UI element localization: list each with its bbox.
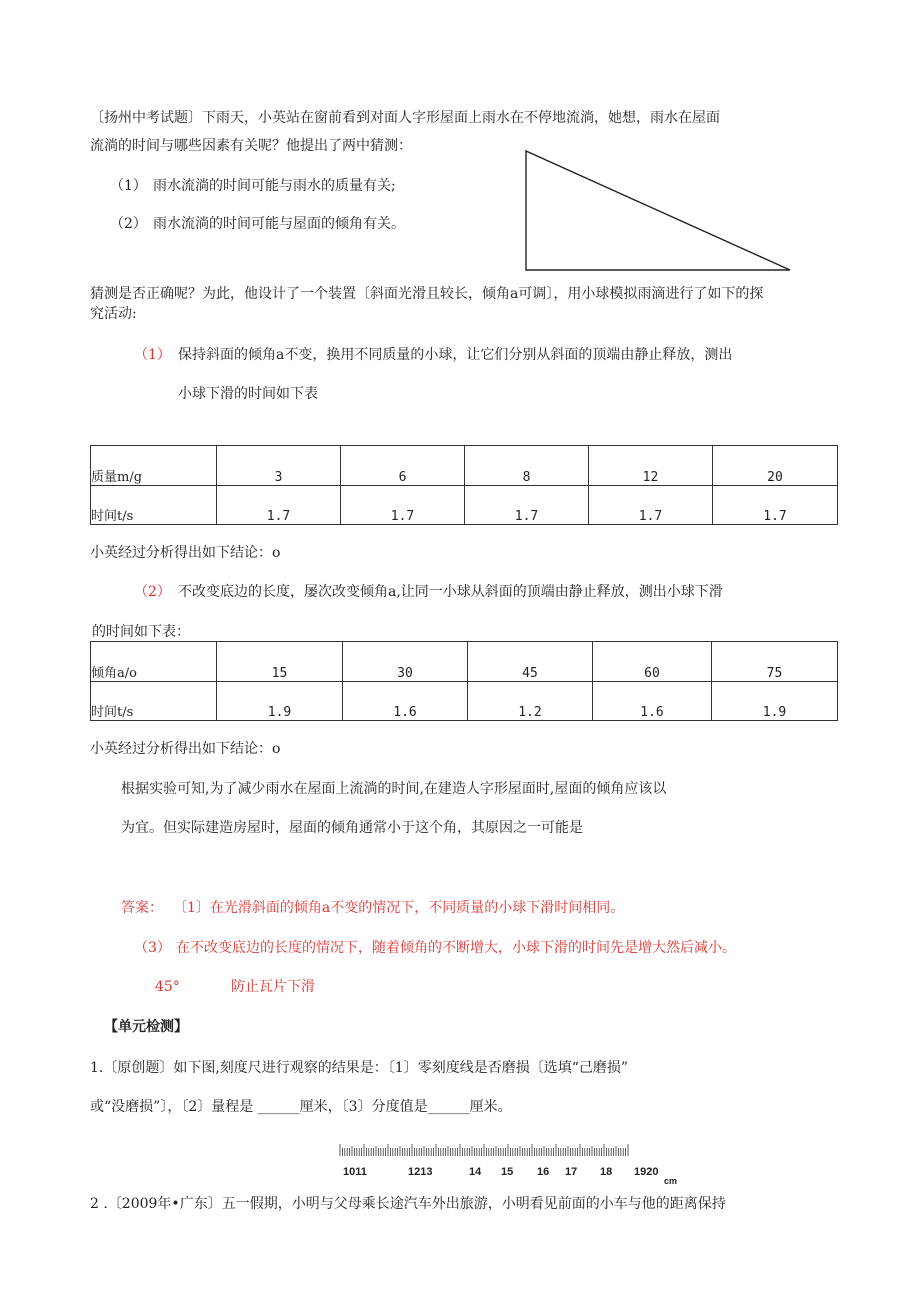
answer-line-2: 在不改变底边的长度的情况下，随着倾角的不断增大，小球下滑的时间先是增大然后减小。 bbox=[176, 940, 736, 956]
ruler-label: 15 bbox=[501, 1166, 514, 1178]
conclusion-1: 小英经过分析得出如下结论：o bbox=[90, 545, 281, 561]
ruler-label: 1011 bbox=[343, 1166, 367, 1178]
table-cell: 时间t/s bbox=[91, 486, 217, 525]
ruler-label: 16 bbox=[537, 1166, 550, 1178]
table-cell: 12 bbox=[589, 446, 713, 486]
summary-line-2: 为宜。但实际建造房屋时，屋面的倾角通常小于这个角，其原因之一可能是 bbox=[121, 820, 583, 836]
table-cell: 时间t/s bbox=[91, 682, 217, 721]
table-cell: 45 bbox=[468, 642, 593, 682]
incline-triangle-diagram bbox=[520, 146, 795, 274]
table-cell: 1.7 bbox=[217, 486, 341, 525]
table-cell: 30 bbox=[343, 642, 468, 682]
ruler-label: 1920 bbox=[634, 1166, 659, 1178]
table-cell: 8 bbox=[465, 446, 589, 486]
guess-2-text: 雨水流淌的时间可能与屋面的倾角有关。 bbox=[153, 216, 405, 232]
answer-line-1: 〔1〕在光滑斜面的倾角a不变的情况下，不同质量的小球下滑时间相同。 bbox=[173, 900, 625, 916]
design-line-2: 究活动: bbox=[90, 306, 137, 322]
table-cell: 1.7 bbox=[713, 486, 838, 525]
unit-heading: 【单元检测】 bbox=[104, 1019, 188, 1035]
question-1-line-2: 或“没磨损”〕，〔2〕量程是 ______厘米，〔3〕分度值是______厘米。 bbox=[90, 1099, 512, 1115]
table-cell: 20 bbox=[713, 446, 838, 486]
table-cell: 质量m/g bbox=[91, 446, 217, 486]
angle-time-table bbox=[90, 641, 838, 721]
conclusion-2: 小英经过分析得出如下结论：o bbox=[90, 741, 281, 757]
intro-line-1: 〔扬州中考试题〕下雨天，小英站在窗前看到对面人字形屋面上雨水在不停地流淌，她想，雨水在屋面 bbox=[90, 110, 720, 126]
table-cell: 1.7 bbox=[465, 486, 589, 525]
activity-1-line-1: 保持斜面的倾角a不变，换用不同质量的小球，让它们分别从斜面的顶端由静止释放，测出 bbox=[178, 347, 733, 363]
activity-2-number: （2） bbox=[134, 584, 171, 600]
table-row bbox=[91, 682, 838, 721]
table-cell: 3 bbox=[217, 446, 341, 486]
question-1-line-1: 1.〔原创题〕如下图,刻度尺进行观察的结果是：〔1〕零刻度线是否磨损〔选填“己磨损” bbox=[90, 1060, 629, 1076]
ruler-label: 18 bbox=[600, 1166, 613, 1178]
guess-1-number: （1） bbox=[110, 178, 147, 194]
table-cell: 倾角a/o bbox=[91, 642, 217, 682]
intro-line-2: 流淌的时间与哪些因素有关呢？他提出了两中猜测： bbox=[90, 138, 412, 154]
table-cell: 75 bbox=[712, 642, 838, 682]
mass-time-table bbox=[90, 445, 838, 525]
table-cell: 1.7 bbox=[341, 486, 465, 525]
table-row bbox=[91, 446, 838, 486]
ruler-label: 17 bbox=[565, 1166, 578, 1178]
guess-1-text: 雨水流淌的时间可能与雨水的质量有关; bbox=[153, 178, 396, 194]
summary-line-1: 根据实验可知,为了减少雨水在屋面上流淌的时间,在建造人字形屋面时,屋面的倾角应该以 bbox=[121, 781, 667, 797]
table-cell: 1.2 bbox=[468, 682, 593, 721]
table-cell: 6 bbox=[341, 446, 465, 486]
table-cell: 1.9 bbox=[712, 682, 838, 721]
ruler-label: 1213 bbox=[408, 1166, 433, 1178]
answer-number-3: （3） bbox=[134, 940, 171, 956]
question-2-line-1: 2 .〔2009年•广东〕五一假期，小明与父母乘长途汽车外出旅游，小明看见前面的小车与他的距离保持 bbox=[90, 1196, 726, 1212]
table-row bbox=[91, 642, 838, 682]
activity-1-line-2: 小球下滑的时间如下表 bbox=[178, 386, 318, 402]
design-line-1: 猜测是否正确呢？为此，他设计了一个装置〔斜面光滑且较长，倾角a可调〕，用小球模拟雨滴进行了如下的探 bbox=[90, 286, 764, 302]
ruler-unit: cm bbox=[664, 1176, 678, 1186]
activity-1-number: （1） bbox=[134, 347, 171, 363]
activity-2-line-1: 不改变底边的长度，屡次改变倾角a,让同一小球从斜面的顶端由静止释放，测出小球下滑 bbox=[178, 584, 723, 600]
answer-reason: 防止瓦片下滑 bbox=[231, 979, 315, 995]
table-cell: 1.7 bbox=[589, 486, 713, 525]
table-cell: 15 bbox=[217, 642, 343, 682]
activity-2-line-2: 的时间如下表： bbox=[92, 624, 190, 640]
answer-label: 答案： bbox=[121, 900, 163, 916]
guess-2-number: （2） bbox=[110, 216, 147, 232]
ruler-label: 14 bbox=[469, 1166, 482, 1178]
table-cell: 1.9 bbox=[217, 682, 343, 721]
ruler-scale bbox=[339, 1144, 630, 1156]
table-row bbox=[91, 486, 838, 525]
table-cell: 60 bbox=[593, 642, 712, 682]
answer-angle: 45° bbox=[155, 979, 180, 995]
table-cell: 1.6 bbox=[343, 682, 468, 721]
table-cell: 1.6 bbox=[593, 682, 712, 721]
